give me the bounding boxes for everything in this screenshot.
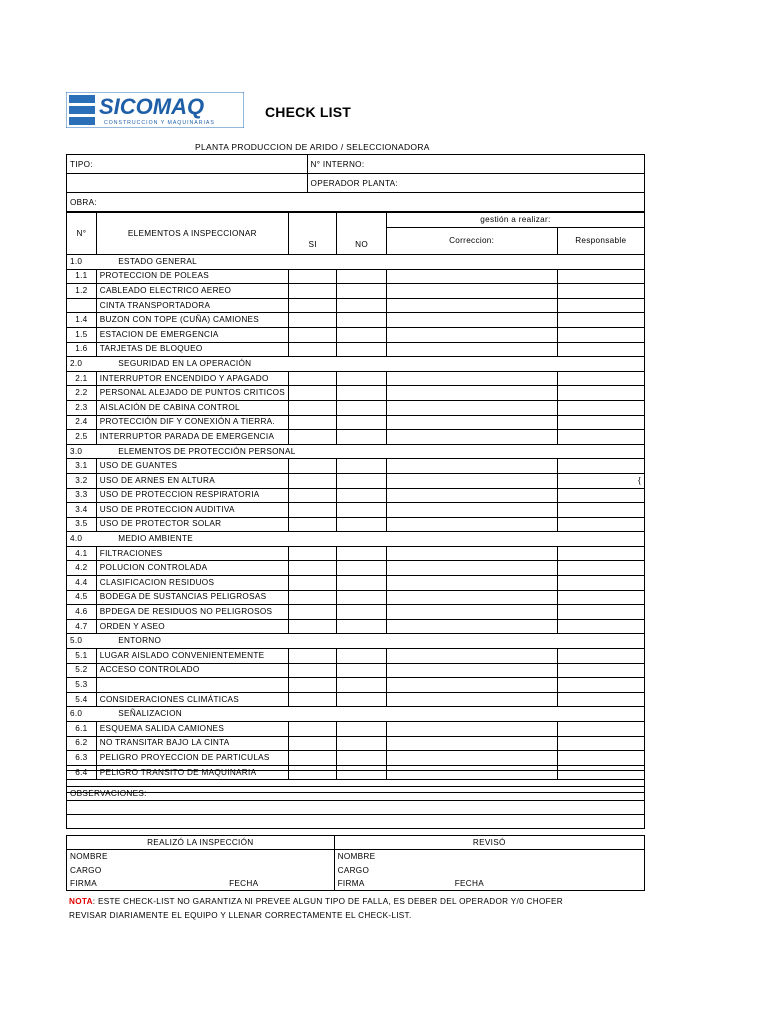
item-number: 3.4 xyxy=(67,503,97,518)
observaciones-label[interactable]: OBSERVACIONES: xyxy=(67,787,645,801)
item-label: LUGAR AISLADO CONVENIENTEMENTE xyxy=(96,649,288,664)
item-label: USO DE PROTECCION RESPIRATORIA xyxy=(96,488,288,503)
section-row xyxy=(67,255,645,270)
si-cell[interactable] xyxy=(289,605,337,620)
page-subtitle: PLANTA PRODUCCION DE ARIDO / SELECCIONADORA xyxy=(195,142,430,152)
item-number: 4.5 xyxy=(67,590,97,605)
item-number xyxy=(67,298,97,313)
section-number: 3.0 xyxy=(67,444,97,459)
checklist-row xyxy=(67,473,645,488)
section-row xyxy=(67,707,645,722)
correccion-cell[interactable] xyxy=(386,590,557,605)
correccion-cell[interactable] xyxy=(386,546,557,561)
checklist-row xyxy=(67,342,645,357)
correccion-cell[interactable] xyxy=(386,649,557,664)
checklist-row xyxy=(67,415,645,430)
item-number: 6.1 xyxy=(67,722,97,737)
section-number: 1.0 xyxy=(67,255,97,270)
responsable-cell[interactable] xyxy=(557,459,644,474)
correccion-cell[interactable] xyxy=(386,284,557,299)
correccion-cell[interactable] xyxy=(386,736,557,751)
item-number: 1.4 xyxy=(67,313,97,328)
firma-field-left[interactable] xyxy=(67,877,335,891)
section-title: ENTORNO xyxy=(96,634,557,649)
correccion-cell[interactable] xyxy=(386,692,557,707)
no-cell[interactable] xyxy=(337,386,386,401)
responsable-cell[interactable] xyxy=(557,590,644,605)
page-title: CHECK LIST xyxy=(265,104,351,120)
item-number: 4.1 xyxy=(67,546,97,561)
responsable-cell[interactable] xyxy=(557,430,644,445)
checklist-row xyxy=(67,590,645,605)
responsable-cell[interactable] xyxy=(557,678,644,693)
item-number: 5.2 xyxy=(67,663,97,678)
item-label: POLUCION CONTROLADA xyxy=(96,561,288,576)
section-title: SEGURIDAD EN LA OPERACIÓN xyxy=(96,357,557,372)
si-cell[interactable] xyxy=(289,576,337,591)
checklist-row xyxy=(67,488,645,503)
checklist-row xyxy=(67,517,645,532)
no-cell[interactable] xyxy=(337,722,386,737)
correccion-cell[interactable] xyxy=(386,473,557,488)
correccion-cell[interactable] xyxy=(386,678,557,693)
responsable-cell[interactable] xyxy=(557,313,644,328)
si-cell[interactable] xyxy=(289,371,337,386)
item-number: 2.5 xyxy=(67,430,97,445)
item-label: AISLACIÓN DE CABINA CONTROL xyxy=(96,400,288,415)
nota-label: NOTA xyxy=(69,897,93,906)
no-cell[interactable] xyxy=(337,415,386,430)
reviso-heading: REVISÓ xyxy=(334,836,644,850)
responsable-cell[interactable] xyxy=(557,342,644,357)
section-number: 4.0 xyxy=(67,532,97,547)
no-cell[interactable] xyxy=(337,678,386,693)
responsable-cell[interactable] xyxy=(557,371,644,386)
tipo-field[interactable]: TIPO: xyxy=(67,155,308,174)
cargo-field-right[interactable]: CARGO xyxy=(334,864,644,877)
checklist-row xyxy=(67,269,645,284)
col-no: NO xyxy=(337,213,386,255)
checklist-row xyxy=(67,663,645,678)
no-cell[interactable] xyxy=(337,298,386,313)
item-label: BUZON CON TOPE (CUÑA) CAMIONES xyxy=(96,313,288,328)
no-cell[interactable] xyxy=(337,342,386,357)
responsable-cell[interactable] xyxy=(557,327,644,342)
item-number: 3.2 xyxy=(67,473,97,488)
responsable-cell[interactable] xyxy=(557,576,644,591)
section-title: ESTADO GENERAL xyxy=(96,255,557,270)
no-cell[interactable] xyxy=(337,546,386,561)
item-label: CINTA TRANSPORTADORA xyxy=(96,298,288,313)
responsable-cell[interactable] xyxy=(557,503,644,518)
firma-label: FIRMA xyxy=(337,879,365,889)
si-cell[interactable] xyxy=(289,459,337,474)
checklist-row xyxy=(67,649,645,664)
no-cell[interactable] xyxy=(337,327,386,342)
no-cell[interactable] xyxy=(337,561,386,576)
responsable-cell[interactable] xyxy=(557,692,644,707)
responsable-cell[interactable] xyxy=(557,400,644,415)
section-row xyxy=(67,444,645,459)
item-label: CONSIDERACIONES CLIMÁTICAS xyxy=(96,692,288,707)
brand-name: SICOMAQ xyxy=(99,94,205,119)
responsable-cell[interactable] xyxy=(557,546,644,561)
si-cell[interactable] xyxy=(289,488,337,503)
no-cell[interactable] xyxy=(337,605,386,620)
correccion-cell[interactable] xyxy=(386,722,557,737)
no-cell[interactable] xyxy=(337,503,386,518)
si-cell[interactable] xyxy=(289,313,337,328)
si-cell[interactable] xyxy=(289,692,337,707)
correccion-cell[interactable] xyxy=(386,342,557,357)
item-label: USO DE GUANTES xyxy=(96,459,288,474)
checklist-row xyxy=(67,386,645,401)
item-number: 3.5 xyxy=(67,517,97,532)
item-label xyxy=(96,678,288,693)
item-number: 2.1 xyxy=(67,371,97,386)
correccion-cell[interactable] xyxy=(386,576,557,591)
checklist-row xyxy=(67,371,645,386)
item-label: TARJETAS DE BLOQUEO xyxy=(96,342,288,357)
realizo-heading: REALIZÓ LA INSPECCIÓN xyxy=(67,836,335,850)
item-label: PROTECCIÓN DIF Y CONEXIÓN A TIERRA. xyxy=(96,415,288,430)
responsable-cell[interactable] xyxy=(557,751,644,766)
item-number: 4.2 xyxy=(67,561,97,576)
item-label: INTERRUPTOR ENCENDIDO Y APAGADO xyxy=(96,371,288,386)
firma-field-right[interactable] xyxy=(334,877,644,891)
checklist-row xyxy=(67,722,645,737)
no-cell[interactable] xyxy=(337,590,386,605)
section-row xyxy=(67,634,645,649)
section-blank xyxy=(557,532,644,547)
si-cell[interactable] xyxy=(289,503,337,518)
operador-field[interactable]: OPERADOR PLANTA: xyxy=(307,174,644,193)
responsable-cell[interactable] xyxy=(557,269,644,284)
si-cell[interactable] xyxy=(289,663,337,678)
blank-cell xyxy=(67,174,308,193)
si-cell[interactable] xyxy=(289,415,337,430)
item-label: FILTRACIONES xyxy=(96,546,288,561)
item-label: USO DE PROTECTOR SOLAR xyxy=(96,517,288,532)
item-number: 4.6 xyxy=(67,605,97,620)
cargo-field-left[interactable]: CARGO xyxy=(67,864,335,877)
no-cell[interactable] xyxy=(337,284,386,299)
si-cell[interactable] xyxy=(289,722,337,737)
info-table xyxy=(66,154,645,212)
brand-tagline: CONSTRUCCION Y MAQUINARIAS xyxy=(104,120,215,126)
obra-field[interactable]: OBRA: xyxy=(67,193,645,212)
correccion-cell[interactable] xyxy=(386,313,557,328)
col-n: N° xyxy=(67,213,97,255)
correccion-cell[interactable] xyxy=(386,459,557,474)
si-cell[interactable] xyxy=(289,649,337,664)
section-title: ELEMENTOS DE PROTECCIÓN PERSONAL xyxy=(96,444,557,459)
item-label: BPDEGA DE RESIDUOS NO PELIGROSOS xyxy=(96,605,288,620)
correccion-cell[interactable] xyxy=(386,663,557,678)
correccion-cell[interactable] xyxy=(386,400,557,415)
interno-field[interactable]: N° INTERNO: xyxy=(307,155,644,174)
no-cell[interactable] xyxy=(337,619,386,634)
correccion-cell[interactable] xyxy=(386,517,557,532)
section-title: MEDIO AMBIENTE xyxy=(96,532,557,547)
correccion-cell[interactable] xyxy=(386,386,557,401)
correccion-cell[interactable] xyxy=(386,269,557,284)
si-cell[interactable] xyxy=(289,269,337,284)
item-number: 2.2 xyxy=(67,386,97,401)
item-number: 5.4 xyxy=(67,692,97,707)
item-label: CABLEADO ELECTRICO AEREO xyxy=(96,284,288,299)
checklist-row xyxy=(67,327,645,342)
responsable-cell[interactable] xyxy=(557,605,644,620)
si-cell[interactable] xyxy=(289,284,337,299)
item-label: PELIGRO TRANSITO DE MAQUINARIA xyxy=(96,765,288,780)
checklist-row xyxy=(67,503,645,518)
responsable-cell[interactable] xyxy=(557,619,644,634)
correccion-cell[interactable] xyxy=(386,605,557,620)
si-cell[interactable] xyxy=(289,751,337,766)
responsable-cell[interactable] xyxy=(557,284,644,299)
section-blank xyxy=(557,255,644,270)
no-cell[interactable] xyxy=(337,751,386,766)
responsable-cell[interactable] xyxy=(557,736,644,751)
section-number: 2.0 xyxy=(67,357,97,372)
section-title: SEÑALIZACION xyxy=(96,707,557,722)
checklist-table xyxy=(66,212,645,793)
checklist-row xyxy=(67,692,645,707)
item-label: PERSONAL ALEJADO DE PUNTOS CRITICOS xyxy=(96,386,288,401)
nota-line2: REVISAR DIARIAMENTE EL EQUIPO Y LLENAR CORRECTAMENTE EL CHECK-LIST. xyxy=(69,911,412,920)
responsable-cell[interactable] xyxy=(557,386,644,401)
correccion-cell[interactable] xyxy=(386,371,557,386)
responsable-cell[interactable]: { xyxy=(557,473,644,488)
col-elementos: ELEMENTOS A INSPECCIONAR xyxy=(96,213,288,255)
responsable-cell[interactable] xyxy=(557,561,644,576)
item-number: 1.2 xyxy=(67,284,97,299)
sicomaq-logo xyxy=(66,92,244,128)
no-cell[interactable] xyxy=(337,269,386,284)
section-number: 5.0 xyxy=(67,634,97,649)
si-cell[interactable] xyxy=(289,298,337,313)
no-cell[interactable] xyxy=(337,576,386,591)
si-cell[interactable] xyxy=(289,517,337,532)
correccion-cell[interactable] xyxy=(386,503,557,518)
no-cell[interactable] xyxy=(337,313,386,328)
item-number: 6.2 xyxy=(67,736,97,751)
correccion-cell[interactable] xyxy=(386,298,557,313)
responsable-cell[interactable] xyxy=(557,298,644,313)
checklist-row xyxy=(67,400,645,415)
no-cell[interactable] xyxy=(337,517,386,532)
section-row xyxy=(67,532,645,547)
correccion-cell[interactable] xyxy=(386,415,557,430)
responsable-cell[interactable] xyxy=(557,663,644,678)
section-row xyxy=(67,357,645,372)
firma-label: FIRMA xyxy=(70,879,97,889)
nombre-field-right[interactable]: NOMBRE xyxy=(334,850,644,864)
correccion-cell[interactable] xyxy=(386,430,557,445)
checklist-row xyxy=(67,576,645,591)
no-cell[interactable] xyxy=(337,371,386,386)
item-label: BODEGA DE SUSTANCIAS PELIGROSAS xyxy=(96,590,288,605)
si-cell[interactable] xyxy=(289,619,337,634)
item-label: USO DE ARNES EN ALTURA xyxy=(96,473,288,488)
item-number: 4.4 xyxy=(67,576,97,591)
checklist-row xyxy=(67,751,645,766)
blank-row xyxy=(67,771,645,787)
si-cell[interactable] xyxy=(289,736,337,751)
checklist-row xyxy=(67,546,645,561)
checklist-row xyxy=(67,430,645,445)
item-label: ESTACION DE EMERGENCIA xyxy=(96,327,288,342)
col-gestion: gestión a realizar: xyxy=(386,213,644,228)
si-cell[interactable] xyxy=(289,430,337,445)
checklist-row xyxy=(67,678,645,693)
no-cell[interactable] xyxy=(337,663,386,678)
item-number: 5.1 xyxy=(67,649,97,664)
item-number: 1.1 xyxy=(67,269,97,284)
observaciones-line[interactable] xyxy=(67,815,645,829)
checklist-row xyxy=(67,459,645,474)
item-number: 6.3 xyxy=(67,751,97,766)
correccion-cell[interactable] xyxy=(386,561,557,576)
no-cell[interactable] xyxy=(337,736,386,751)
no-cell[interactable] xyxy=(337,649,386,664)
item-label: ORDEN Y ASEO xyxy=(96,619,288,634)
no-cell[interactable] xyxy=(337,473,386,488)
si-cell[interactable] xyxy=(289,342,337,357)
correccion-cell[interactable] xyxy=(386,327,557,342)
item-label: ACCESO CONTROLADO xyxy=(96,663,288,678)
section-blank xyxy=(557,444,644,459)
observaciones-line[interactable] xyxy=(67,801,645,815)
checklist-row xyxy=(67,736,645,751)
si-cell[interactable] xyxy=(289,386,337,401)
checklist-row xyxy=(67,298,645,313)
col-si: SI xyxy=(289,213,337,255)
si-cell[interactable] xyxy=(289,561,337,576)
item-number: 1.5 xyxy=(67,327,97,342)
responsable-cell[interactable] xyxy=(557,722,644,737)
si-cell[interactable] xyxy=(289,546,337,561)
item-label: USO DE PROTECCION AUDITIVA xyxy=(96,503,288,518)
si-cell[interactable] xyxy=(289,400,337,415)
item-number: 2.3 xyxy=(67,400,97,415)
no-cell[interactable] xyxy=(337,430,386,445)
item-number: 2.4 xyxy=(67,415,97,430)
signature-table xyxy=(66,835,645,891)
item-number: 3.1 xyxy=(67,459,97,474)
correccion-cell[interactable] xyxy=(386,751,557,766)
checklist-row xyxy=(67,313,645,328)
correccion-cell[interactable] xyxy=(386,488,557,503)
si-cell[interactable] xyxy=(289,678,337,693)
col-responsable: Responsable xyxy=(557,228,644,255)
checklist-row xyxy=(67,284,645,299)
item-number: 3.3 xyxy=(67,488,97,503)
nombre-field-left[interactable]: NOMBRE xyxy=(67,850,335,864)
checklist-row xyxy=(67,605,645,620)
correccion-cell[interactable] xyxy=(386,619,557,634)
no-cell[interactable] xyxy=(337,692,386,707)
responsable-cell[interactable] xyxy=(557,488,644,503)
section-number: 6.0 xyxy=(67,707,97,722)
checklist-row xyxy=(67,561,645,576)
nota-line1: : ESTE CHECK-LIST NO GARANTIZA NI PREVEE ALGUN TIPO DE FALLA, ES DEBER DEL OPERADOR Y/0 CHOFER xyxy=(92,897,563,906)
item-label: PROTECCION DE POLEAS xyxy=(96,269,288,284)
responsable-cell[interactable] xyxy=(557,517,644,532)
item-number: 6.4 xyxy=(67,765,97,780)
no-cell[interactable] xyxy=(337,400,386,415)
item-label: ESQUEMA SALIDA CAMIONES xyxy=(96,722,288,737)
item-label: NO TRANSITAR BAJO LA CINTA xyxy=(96,736,288,751)
fecha-label: FECHA xyxy=(454,879,484,889)
item-number: 4.7 xyxy=(67,619,97,634)
section-blank xyxy=(557,707,644,722)
item-label: PELIGRO PROYECCION DE PARTICULAS xyxy=(96,751,288,766)
no-cell[interactable] xyxy=(337,459,386,474)
item-number: 5.3 xyxy=(67,678,97,693)
si-cell[interactable] xyxy=(289,590,337,605)
section-blank xyxy=(557,357,644,372)
section-blank xyxy=(557,634,644,649)
fecha-label: FECHA xyxy=(229,879,259,889)
no-cell[interactable] xyxy=(337,488,386,503)
col-correccion: Correccion: xyxy=(386,228,557,255)
checklist-row xyxy=(67,619,645,634)
observaciones-table xyxy=(66,770,645,829)
item-label: CLASIFICACION RESIDUOS xyxy=(96,576,288,591)
responsable-cell[interactable] xyxy=(557,649,644,664)
nota-text xyxy=(69,895,563,923)
si-cell[interactable] xyxy=(289,473,337,488)
responsable-cell[interactable] xyxy=(557,415,644,430)
item-label: INTERRUPTOR PARADA DE EMERGENCIA xyxy=(96,430,288,445)
item-number: 1.6 xyxy=(67,342,97,357)
si-cell[interactable] xyxy=(289,327,337,342)
